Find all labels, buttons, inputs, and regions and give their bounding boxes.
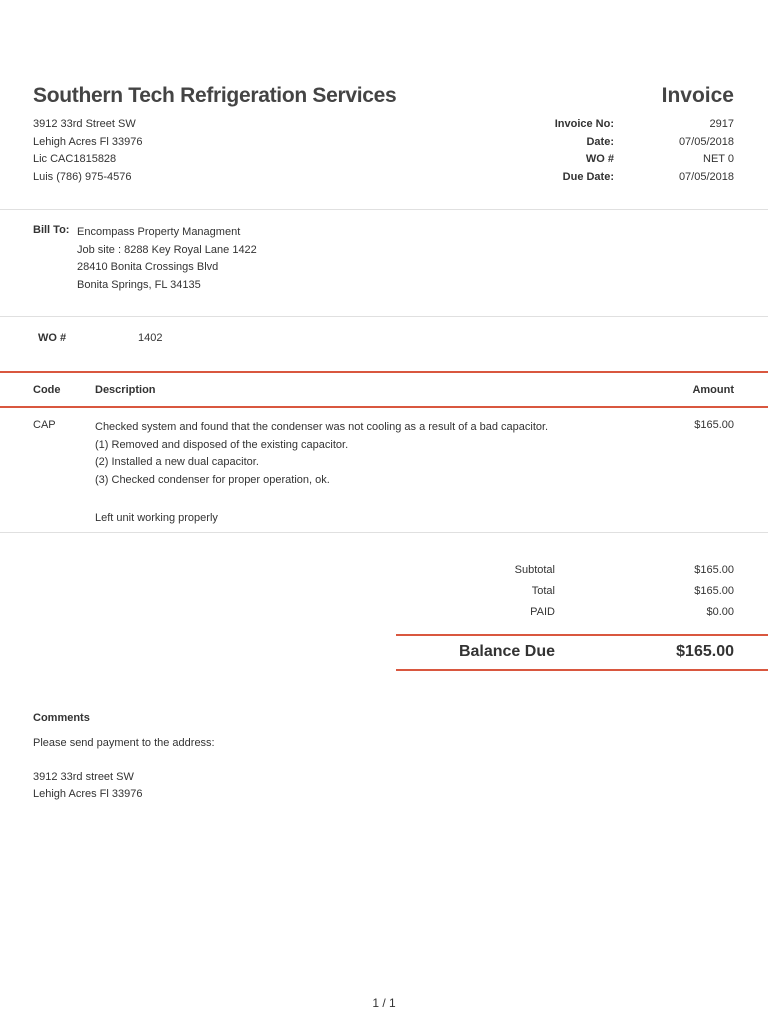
description-line: (3) Checked condenser for proper operation, ok. bbox=[95, 473, 330, 486]
bill-to-label: Bill To: bbox=[33, 224, 70, 236]
company-name: Southern Tech Refrigeration Services bbox=[33, 84, 397, 107]
comments-address-line: Lehigh Acres Fl 33976 bbox=[33, 788, 143, 800]
billto-divider bbox=[0, 316, 768, 317]
line-item-amount: $165.00 bbox=[694, 419, 734, 431]
subtotal-value: $165.00 bbox=[694, 564, 734, 576]
balance-bottom-rule bbox=[396, 669, 768, 671]
invoice-no-label: Invoice No: bbox=[554, 118, 614, 130]
bill-to-line: Bonita Springs, FL 34135 bbox=[77, 278, 201, 291]
invoice-meta-labels bbox=[520, 116, 614, 186]
table-bottom-divider bbox=[0, 532, 768, 533]
invoice-meta-values bbox=[640, 116, 734, 186]
balance-top-rule bbox=[396, 634, 768, 636]
header-divider bbox=[0, 209, 768, 210]
subtotal-label: Subtotal bbox=[514, 564, 555, 576]
balance-due-label: Balance Due bbox=[458, 643, 555, 660]
line-item-description bbox=[95, 419, 615, 528]
total-value: $165.00 bbox=[694, 585, 734, 597]
bill-to-line: Encompass Property Managment bbox=[77, 226, 241, 238]
wo-value: NET 0 bbox=[703, 153, 734, 165]
amount-column-header: Amount bbox=[692, 384, 734, 396]
address-line: 3912 33rd Street SW bbox=[33, 118, 136, 130]
totals-values bbox=[634, 560, 734, 623]
bill-to-address bbox=[77, 224, 257, 294]
work-order-label: WO # bbox=[38, 332, 67, 344]
wo-label: WO # bbox=[585, 153, 614, 165]
page-number: 1 / 1 bbox=[372, 996, 396, 1010]
description-column-header: Description bbox=[95, 384, 156, 396]
comments-address-line: 3912 33rd street SW bbox=[33, 770, 134, 783]
license-line: Lic CAC1815828 bbox=[33, 153, 117, 165]
balance-due-value: $165.00 bbox=[676, 643, 734, 660]
contact-line: Luis (786) 975-4576 bbox=[33, 170, 132, 183]
bill-to-line: 28410 Bonita Crossings Blvd bbox=[77, 261, 219, 273]
paid-value: $0.00 bbox=[706, 606, 734, 618]
due-date-label: Due Date: bbox=[562, 170, 614, 183]
total-label: Total bbox=[531, 585, 555, 597]
document-title: Invoice bbox=[661, 84, 734, 107]
table-top-rule bbox=[0, 371, 768, 373]
bill-to-line: Job site : 8288 Key Royal Lane 1422 bbox=[77, 243, 257, 256]
comments-text: Please send payment to the address: bbox=[33, 737, 215, 749]
code-column-header: Code bbox=[33, 384, 61, 396]
description-line: (2) Installed a new dual capacitor. bbox=[95, 456, 259, 468]
comments-heading: Comments bbox=[33, 712, 90, 724]
description-line: (1) Removed and disposed of the existing capacitor. bbox=[95, 438, 349, 451]
date-value: 07/05/2018 bbox=[678, 135, 734, 148]
work-order-value: 1402 bbox=[138, 332, 163, 344]
company-address bbox=[33, 116, 142, 186]
totals-labels bbox=[455, 560, 555, 623]
table-header-rule bbox=[0, 406, 768, 408]
date-label: Date: bbox=[586, 135, 614, 148]
description-line: Checked system and found that the condenser was not cooling as a result of a bad capacitor. bbox=[95, 421, 549, 433]
address-line: Lehigh Acres Fl 33976 bbox=[33, 135, 143, 148]
description-note: Left unit working properly bbox=[95, 512, 218, 524]
invoice-no-value: 2917 bbox=[709, 118, 734, 130]
due-date-value: 07/05/2018 bbox=[678, 170, 734, 183]
paid-label: PAID bbox=[530, 606, 555, 618]
line-item-code: CAP bbox=[33, 419, 56, 431]
comments-body bbox=[33, 735, 215, 804]
